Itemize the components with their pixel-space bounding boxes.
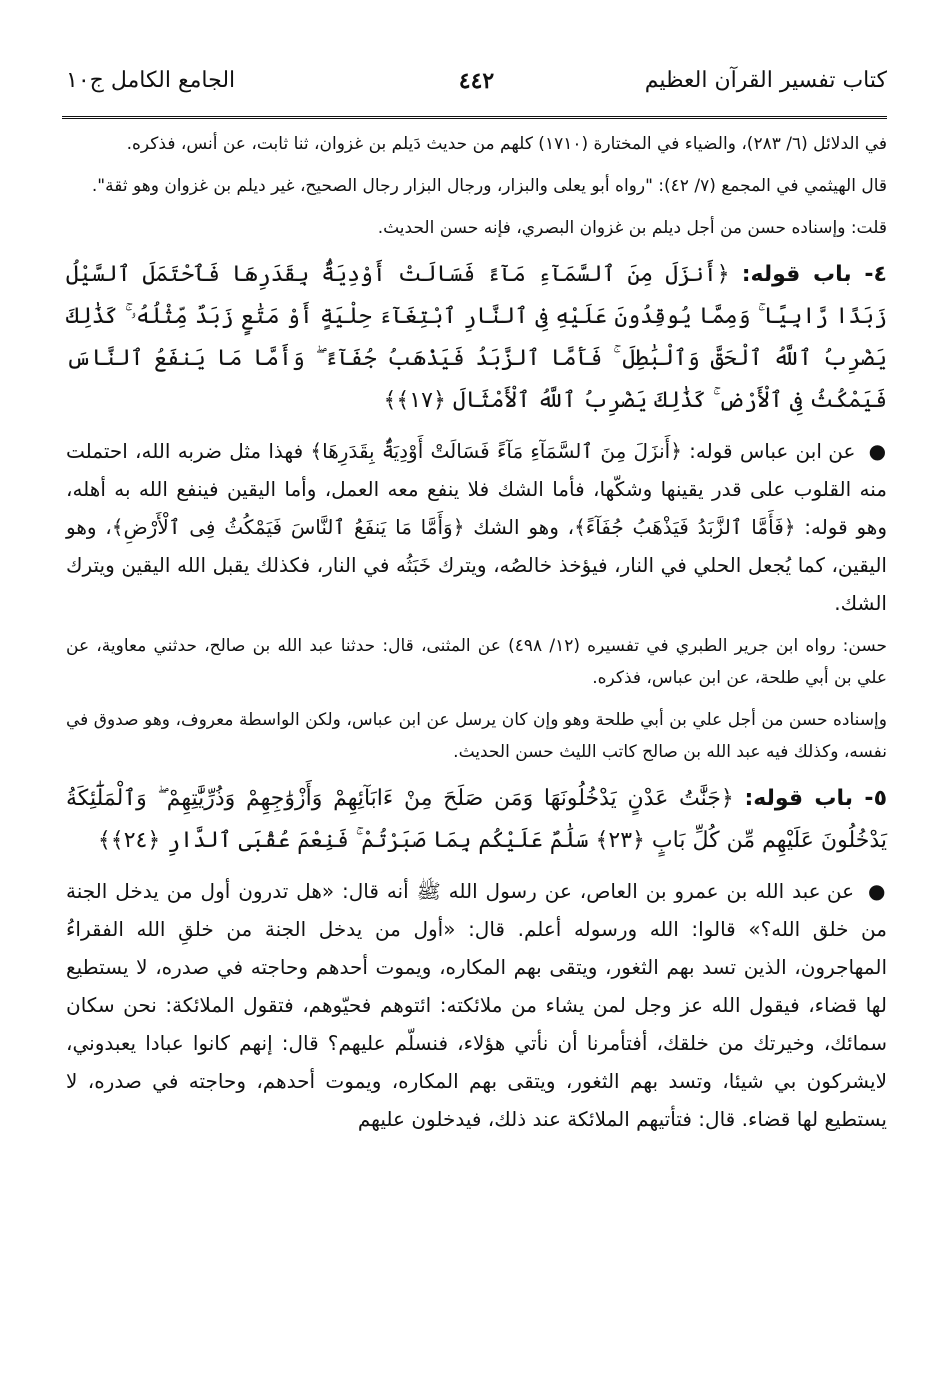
- hadith-text: عن عبد الله بن عمرو بن العاص، عن رسول الله ﷺ أنه قال: «هل تدرون أول من يدخل الجنة من خلق الله؟» قالوا: الله ورسوله أعلم. قال: «أول من يدخل الجنة من خلقِ الله الفقراءُ المهاجرون، الذين تسد بهم الثغور، ويتقى بهم المكاره، ويموت أحدهم وحاجته في صدره، لا يستطيع لها قضاء، فيقول الله عز وجل لمن يشاء من ملائكته: ائتوهم فحيّوهم، فتقول الملائكة: نحن سكان سمائك، وخيرتك من خلقك، أفتأمرنا أن نأتي هؤلاء، فنسلّم عليهم؟ قال: إنهم كانوا عبادا يعبدوني، لايشركون بي شيئا، وتسد بهم الثغور، ويتقى بهم المكاره، ويموت أحدهم، وحاجته في صدره، لا يستطيع لها قضاء. قال: فتأتيهم الملائكة عند ذلك، فيدخلون عليهم: [66, 879, 887, 1131]
- hadith-text: عن ابن عباس قوله: ﴿أَنزَلَ مِنَ ٱلسَّمَآءِ مَآءً فَسَالَتْ أَوْدِيَةٌۢ بِقَدَرِهَا﴾ فهذا مثل ضربه الله، احتملت منه القلوب على قدر يقينها وشكّها، فأما الشك فلا ينفع معه العمل، وأما اليقين فينفع الله به أهله، وهو قوله: ﴿فَأَمَّا ٱلزَّبَدُ فَيَذْهَبُ جُفَآءً﴾، وهو الشك ﴿وَأَمَّا مَا يَنفَعُ ٱلنَّاسَ فَيَمْكُثُ فِى ٱلْأَرْضِ﴾، وهو اليقين، كما يُجعل الحلي في النار، فيؤخذ خالصُه، ويترك خَبَثُه في النار، فكذلك يقبل الله اليقين ويترك الشك.: [66, 439, 887, 615]
- quran-verse: ﴿أَنزَلَ مِنَ ٱلسَّمَآءِ مَآءً فَسَالَتْ أَوْدِيَةٌۢ بِقَدَرِهَا فَٱحْتَمَلَ ٱلسَّيْلُ زَبَدًا رَّابِيًا ۚ وَمِمَّا يُوقِدُونَ عَلَيْهِ فِى ٱلنَّارِ ٱبْتِغَآءَ حِلْيَةٍ أَوْ مَتَٰعٍ زَبَدٌ مِّثْلُهُۥ ۚ كَذَٰلِكَ يَضْرِبُ ٱللَّهُ ٱلْحَقَّ وَٱلْبَٰطِلَ ۚ فَأَمَّا ٱلزَّبَدُ فَيَذْهَبُ جُفَآءً ۖ وَأَمَّا مَا يَنفَعُ ٱلنَّاسَ فَيَمْكُثُ فِى ٱلْأَرْضِ ۚ كَذَٰلِكَ يَضْرِبُ ٱللَّهُ ٱلْأَمْثَالَ ﴿١٧﴾﴾: [66, 262, 887, 413]
- footnote-paragraph: حسن: رواه ابن جرير الطبري في تفسيره (١٢/ ٤٩٨) عن المثنى، قال: حدثنا عبد الله بن صالح، حدثني معاوية، عن علي بن أبي طلحة، عن ابن عباس، فذكره.: [66, 636, 888, 688]
- chapter-verse-block: [66, 254, 887, 422]
- footnote-paragraph: قلت: وإسناده حسن من أجل ديلم بن غزوان البصري، فإنه حسن الحديث.: [377, 218, 887, 238]
- hadith-paragraph: [66, 432, 887, 622]
- chapter-heading: ٤- باب قوله:: [741, 262, 887, 287]
- footnote-paragraph: وإسناده حسن من أجل علي بن أبي طلحة وهو وإن كان يرسل عن ابن عباس، ولكن الواسطة معروف، وهو صدوق في نفسه، وكذلك فيه عبد الله بن صالح كاتب الليث حسن الحديث.: [66, 710, 887, 762]
- hadith-paragraph: [66, 872, 887, 1138]
- footnote-paragraph: قال الهيثمي في المجمع (٧/ ٤٢): "رواه أبو يعلى والبزار، ورجال البزار رجال الصحيح، غير ديلم بن غزوان وهو ثقة".: [91, 176, 887, 196]
- book-title: كتاب تفسير القرآن العظيم: [644, 68, 887, 93]
- chapter-verse-block: [66, 778, 887, 862]
- footnote-paragraph: في الدلائل (٦/ ٢٨٣)، والضياء في المختارة (١٧١٠) كلهم من حديث دَيلم بن غزوان، ثنا ثابت، عن أنس، فذكره.: [126, 134, 887, 154]
- running-header: [66, 64, 887, 104]
- chapter-heading: ٥- باب قوله:: [744, 786, 887, 811]
- bullet-icon: ●: [868, 439, 887, 463]
- header-divider: [62, 116, 887, 122]
- page-number: ٤٤٢: [458, 68, 495, 94]
- bullet-icon: ●: [868, 879, 887, 903]
- volume-label: الجامع الكامل ج١٠: [66, 68, 236, 93]
- quran-verse: ﴿جَنَّٰتُ عَدْنٍ يَدْخُلُونَهَا وَمَن صَلَحَ مِنْ ءَابَآئِهِمْ وَأَزْوَٰجِهِمْ وَذُرِّيَّٰتِهِمْ ۖ وَٱلْمَلَٰٓئِكَةُ يَدْخُلُونَ عَلَيْهِم مِّن كُلِّ بَابٍ ﴿٢٣﴾ سَلَٰمٌ عَلَيْكُم بِمَا صَبَرْتُمْ ۚ فَنِعْمَ عُقْبَى ٱلدَّارِ ﴿٢٤﴾﴾: [66, 786, 887, 853]
- page-body: [66, 128, 887, 1146]
